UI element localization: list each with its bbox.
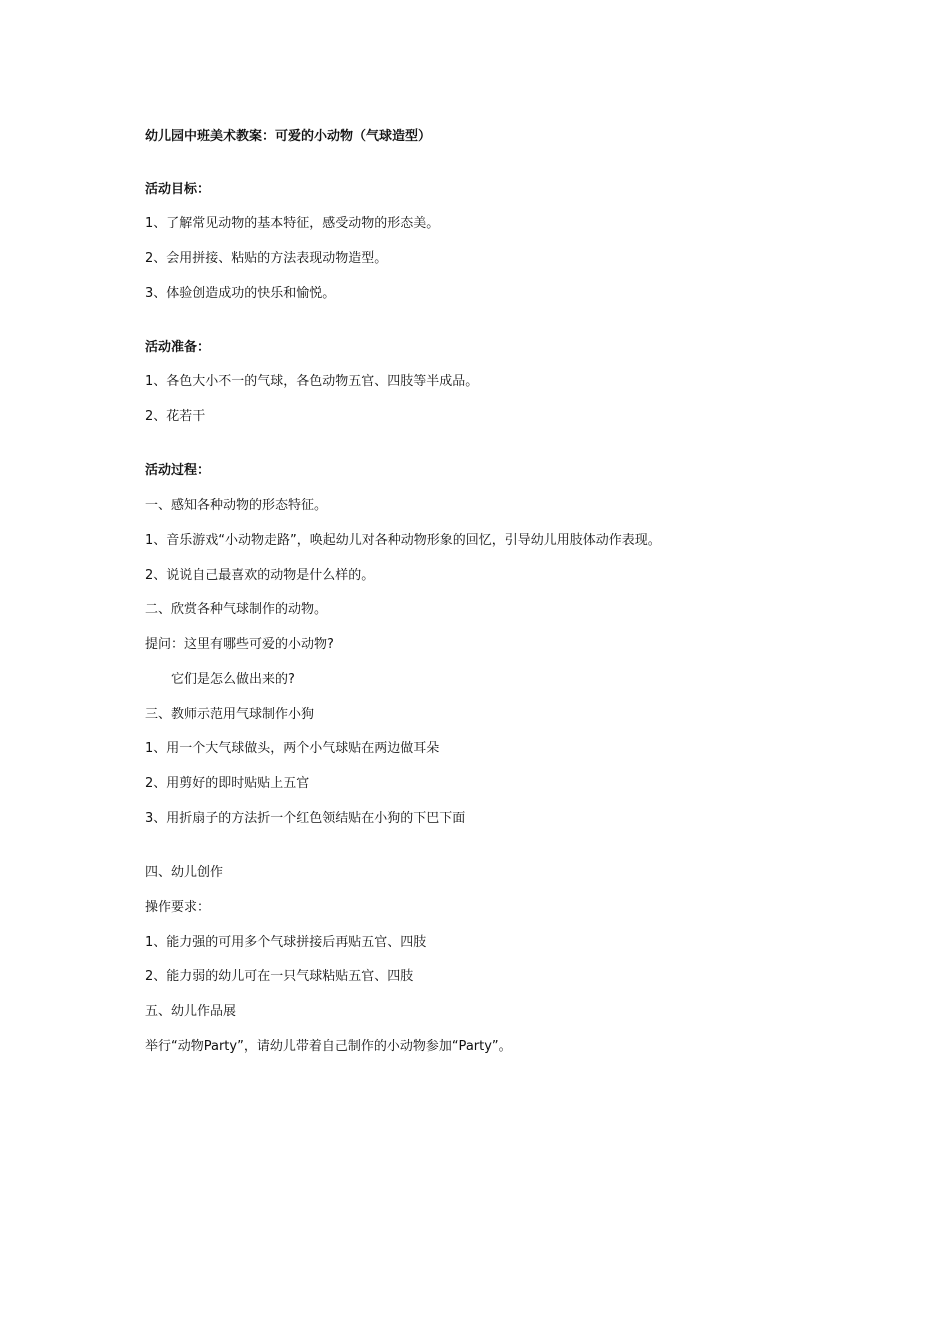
process-item: 一、感知各种动物的形态特征。 xyxy=(145,498,328,513)
creation-item: 1、能力强的可用多个气球拼接后再贴五官、四肢 xyxy=(145,935,427,950)
creation-item: 举行“动物Party”，请幼儿带着自己制作的小动物参加“Party”。 xyxy=(145,1039,512,1054)
process-item: 三、教师示范用气球制作小狗 xyxy=(145,707,315,722)
document-title: 幼儿园中班美术教案：可爱的小动物（气球造型） xyxy=(145,129,432,144)
creation-item: 2、能力弱的幼儿可在一只气球粘贴五官、四肢 xyxy=(145,969,414,984)
goals-heading: 活动目标： xyxy=(145,182,211,197)
goal-item: 2、会用拼接、粘贴的方法表现动物造型。 xyxy=(145,251,388,266)
process-item: 它们是怎么做出来的? xyxy=(171,672,295,687)
prep-heading: 活动准备： xyxy=(145,340,211,355)
goal-item: 3、体验创造成功的快乐和愉悦。 xyxy=(145,286,336,301)
creation-item: 五、幼儿作品展 xyxy=(145,1004,237,1019)
process-item: 1、用一个大气球做头，两个小气球贴在两边做耳朵 xyxy=(145,741,440,756)
process-item: 二、欣赏各种气球制作的动物。 xyxy=(145,602,328,617)
creation-item: 四、幼儿创作 xyxy=(145,865,224,880)
creation-item: 操作要求： xyxy=(145,900,211,915)
prep-item: 1、各色大小不一的气球，各色动物五官、四肢等半成品。 xyxy=(145,374,479,389)
process-heading: 活动过程： xyxy=(145,463,211,478)
process-item: 2、说说自己最喜欢的动物是什么样的。 xyxy=(145,568,375,583)
process-item: 1、音乐游戏“小动物走路”，唤起幼儿对各种动物形象的回忆，引导幼儿用肢体动作表现。 xyxy=(145,533,661,548)
goal-item: 1、了解常见动物的基本特征，感受动物的形态美。 xyxy=(145,216,440,231)
prep-item: 2、花若干 xyxy=(145,409,206,424)
process-item: 3、用折扇子的方法折一个红色领结贴在小狗的下巴下面 xyxy=(145,811,466,826)
process-item: 提问：这里有哪些可爱的小动物? xyxy=(145,637,334,652)
process-item: 2、用剪好的即时贴贴上五官 xyxy=(145,776,310,791)
